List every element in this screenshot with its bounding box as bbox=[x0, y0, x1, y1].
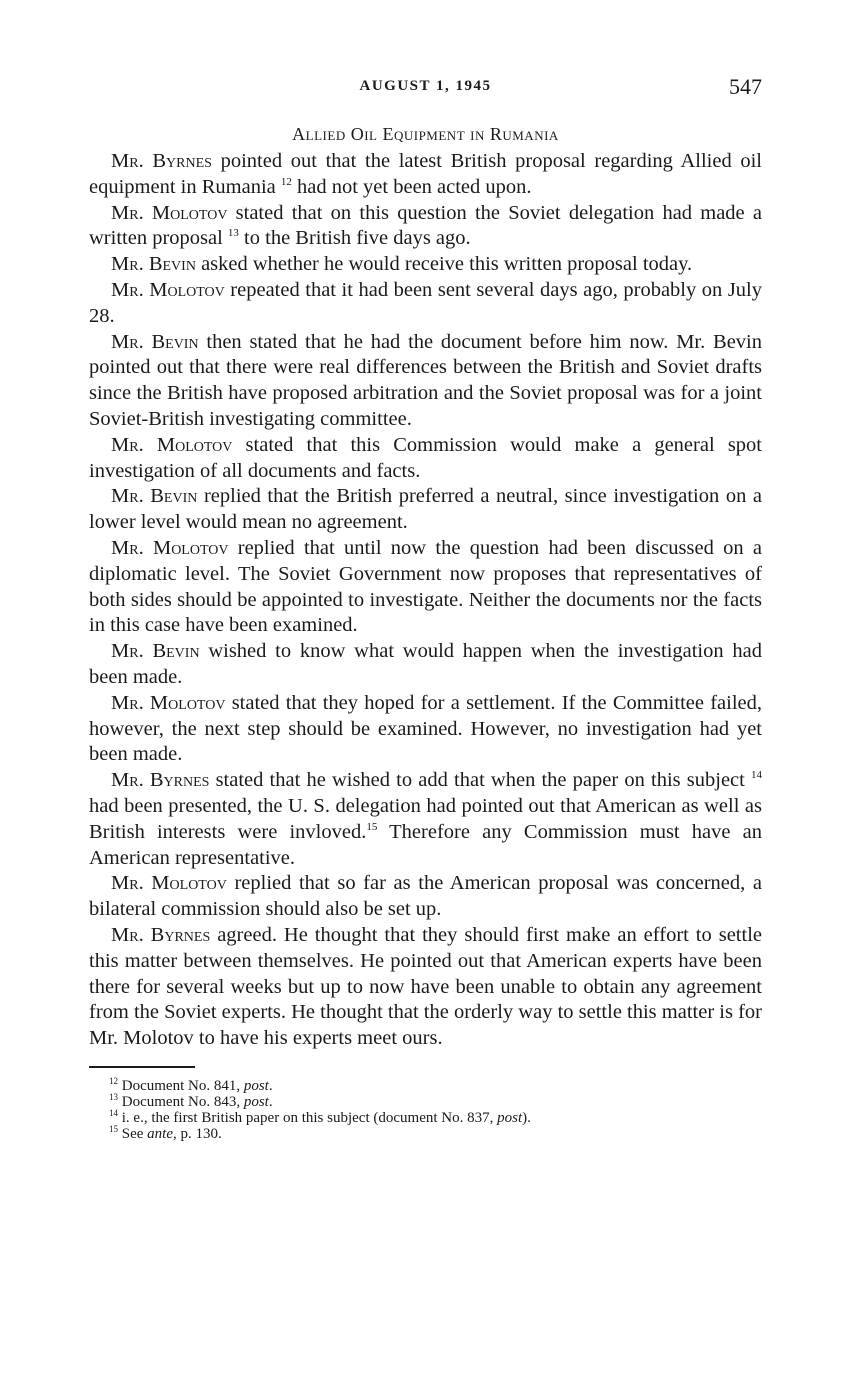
speaker-name: Mr. Molotov bbox=[111, 872, 227, 895]
speaker-name: Mr. Molotov bbox=[111, 433, 233, 456]
paragraph: Mr. Bevin then stated that he had the document before him now. Mr. Bevin pointed out that there were real differences between the British and Soviet drafts since the British have proposed arbitration and the Soviet proposal was for a joint Soviet-British investigating committee. bbox=[89, 330, 762, 430]
body-text bbox=[89, 149, 762, 1052]
document-page bbox=[89, 74, 762, 1142]
footnotes bbox=[89, 1075, 762, 1142]
footnote-number: 12 bbox=[109, 1075, 118, 1086]
footnote: $^{13}$ Document No. 843, post. bbox=[109, 1091, 273, 1110]
footnote-divider bbox=[89, 1066, 195, 1068]
page-number: 547 bbox=[729, 74, 762, 99]
footnote-number: 14 bbox=[109, 1107, 118, 1118]
speaker-name: Mr. Bevin bbox=[111, 253, 196, 276]
paragraph: Mr. Molotov replied that so far as the American proposal was concerned, a bilateral commission should also be set up. bbox=[89, 872, 762, 921]
footnote-ref: 15 bbox=[366, 820, 378, 833]
speaker-name: Mr. Byrnes bbox=[111, 923, 211, 946]
footnote: $^{12}$ Document No. 841, post. bbox=[109, 1075, 273, 1094]
paragraph: Mr. Molotov repeated that it had been sent several days ago, probably on July 28. bbox=[89, 278, 763, 327]
paragraph: Mr. Molotov replied that until now the question had been discussed on a diplomatic level. The Soviet Government now proposes that representatives of both sides should be appointed to investigate. Neither the documents nor the facts in this case have been examined. bbox=[89, 536, 762, 637]
paragraph: Mr. Molotov stated that this Commission would make a general spot investigation of all documents and facts. bbox=[89, 433, 762, 482]
speaker-name: Mr. Molotov bbox=[111, 201, 228, 224]
footnote-ref: 12 bbox=[280, 175, 292, 188]
speaker-name: Mr. Bevin bbox=[111, 330, 199, 353]
paragraph: Mr. Molotov stated that on this question the Soviet delegation had made a written proposal $^{13}$ to the British five days ago. bbox=[89, 201, 762, 250]
footnote-ref: 14 bbox=[751, 769, 762, 782]
speaker-name: Mr. Byrnes bbox=[111, 150, 212, 172]
section-title: Allied Oil Equipment in Rumania bbox=[292, 124, 559, 144]
footnote: $^{14}$ i. e., the first British paper on this subject (document No. 837, post). bbox=[109, 1107, 531, 1126]
speaker-name: Mr. Molotov bbox=[111, 536, 229, 559]
speaker-name: Mr. Bevin bbox=[111, 485, 198, 508]
footnote-ref: 13 bbox=[227, 227, 239, 240]
footnote-number: 15 bbox=[109, 1123, 118, 1134]
footnote-number: 13 bbox=[109, 1091, 118, 1102]
paragraph: Mr. Molotov stated that they hoped for a settlement. If the Committee failed, however, the next step should be examined. However, no investigation had yet been made. bbox=[89, 691, 762, 766]
paragraph: Mr. Byrnes pointed out that the latest British proposal regarding Allied oil equipment in Rumania $^{12}$ had not yet been acted upon. bbox=[89, 150, 762, 198]
paragraph: Mr. Bevin wished to know what would happen when the investigation had been made. bbox=[89, 640, 762, 688]
paragraph: Mr. Bevin asked whether he would receive this written proposal today. bbox=[111, 253, 693, 276]
running-header bbox=[89, 74, 762, 104]
paragraph: Mr. Bevin replied that the British preferred a neutral, since investigation on a lower level would mean no agreement. bbox=[89, 485, 762, 534]
paragraph: Mr. Byrnes agreed. He thought that they should first make an effort to settle this matter between themselves. He pointed out that American experts have been there for several weeks but up to now have been unable to obtain any agreement from the Soviet experts. He thought that the orderly way to settle this matter is for Mr. Molotov to have his experts meet ours. bbox=[89, 923, 762, 1050]
speaker-name: Mr. Molotov bbox=[111, 278, 225, 301]
footnote: $^{15}$ See ante, p. 130. bbox=[109, 1123, 222, 1142]
speaker-name: Mr. Byrnes bbox=[111, 769, 210, 792]
header-date: AUGUST 1, 1945 bbox=[359, 78, 492, 94]
speaker-name: Mr. Bevin bbox=[111, 640, 200, 663]
paragraph: Mr. Byrnes stated that he wished to add that when the paper on this subject $^{14}$ had been presented, the U. S. delegation had pointed out that American as well as British interests were invloved.$^{15}$ Therefore any Commission must have an American representative. bbox=[89, 769, 763, 869]
speaker-name: Mr. Molotov bbox=[111, 691, 226, 714]
